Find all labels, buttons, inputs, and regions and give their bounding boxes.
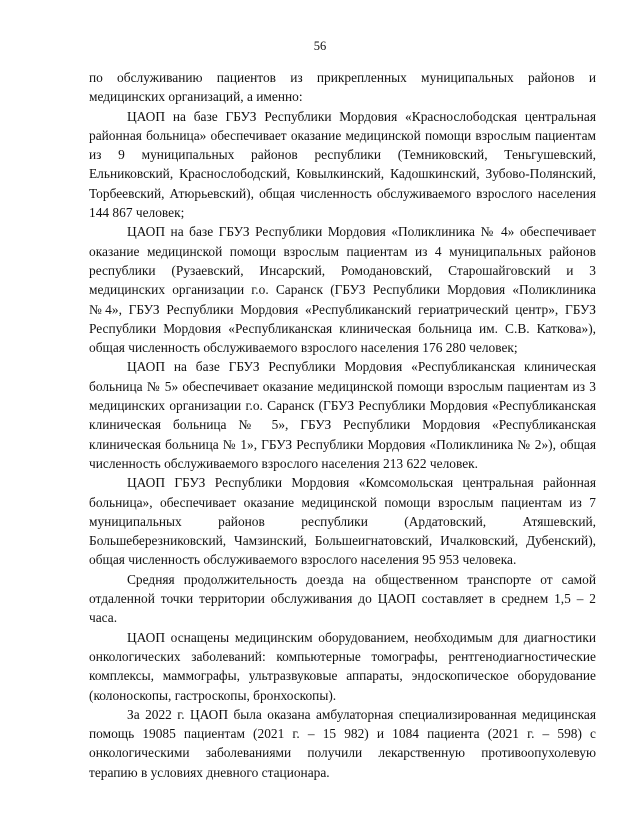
page-number: 56: [313, 39, 327, 53]
paragraph-caop-komsomolsk: ЦАОП ГБУЗ Республики Мордовия «Комсомольская центральная районная больница», обеспечивает оказание медицинской помощи взрослым пациентам из 7 муниципальных районов республики (Ардатовский, Атяшевский, Большеберезниковский, Чамзинский, Большеигнатовский, Ичалковский, Дубенский), общая численность обслуживаемого взрослого населения 95 953 человека.: [89, 475, 596, 568]
paragraph-continuation: по обслуживанию пациентов из прикрепленных муниципальных районов и медицинских организаций, а именно:: [89, 70, 596, 105]
paragraph-equipment: ЦАОП оснащены медицинским оборудованием, необходимым для диагностики онкологических заболеваний: компьютерные томографы, рентгенодиагностические комплексы, маммографы, ультразвуковые аппараты, эндоскопическое оборудование (колоноскопы, гастроскопы, бронхоскопы).: [89, 629, 596, 703]
document-body: [89, 68, 596, 782]
paragraph-statistics-2022: За 2022 г. ЦАОП была оказана амбулаторная специализированная медицинская помощь 19085 пациентам (2021 г. – 15 982) и 1084 пациента (2021 г. – 598) с онкологическими заболеваниями получили лекарственную противоопухолевую терапию в условиях дневного стационара.: [89, 706, 596, 780]
paragraph-travel-time: Средняя продолжительность доезда на общественном транспорте от самой отдаленной точки территории обслуживания до ЦАОП составляет в среднем 1,5 – 2 часа.: [89, 571, 596, 626]
paragraph-caop-krasnoslobodsk: ЦАОП на базе ГБУЗ Республики Мордовия «Краснослободская центральная районная больница» обеспечивает оказание медицинской помощи взрослым пациентам из 9 муниципальных районов республики (Темниковский, Теньгушевский, Ельниковский, Краснослободский, Ковылкинский, Кадошкинский, Зубово-Полянский, Торбеевский, Атюрьевский), общая численность обслуживаемого взрослого населения 144 867 человек;: [89, 108, 596, 221]
paragraph-caop-hospital-5: ЦАОП на базе ГБУЗ Республики Мордовия «Республиканская клиническая больница № 5» обеспечивает оказание медицинской помощи взрослым пациентам из 3 медицинских организации г.о. Саранск (ГБУЗ Республики Мордовия «Республиканская клиническая больница № 5», ГБУЗ Республики Мордовия «Республиканская клиническая больница № 1», ГБУЗ Республики Мордовия «Поликлиника № 2»), общая численность обслуживаемого взрослого населения 213 622 человек.: [89, 359, 596, 471]
paragraph-caop-polyclinic-4: ЦАОП на базе ГБУЗ Республики Мордовия «Поликлиника № 4» обеспечивает оказание медицинской помощи взрослым пациентам из 4 муниципальных районов республики (Рузаевский, Инсарский, Ромодановский, Старошайговский и 3 медицинских организации г.о. Саранск (ГБУЗ Республики Мордовия «Поликлиника №4», ГБУЗ Республики Мордовия «Республиканский гериатрический центр», ГБУЗ Республики Мордовия «Республиканская клиническая больница им. С.В. Каткова»), общая численность обслуживаемого взрослого населения 176 280 человек;: [89, 224, 596, 356]
